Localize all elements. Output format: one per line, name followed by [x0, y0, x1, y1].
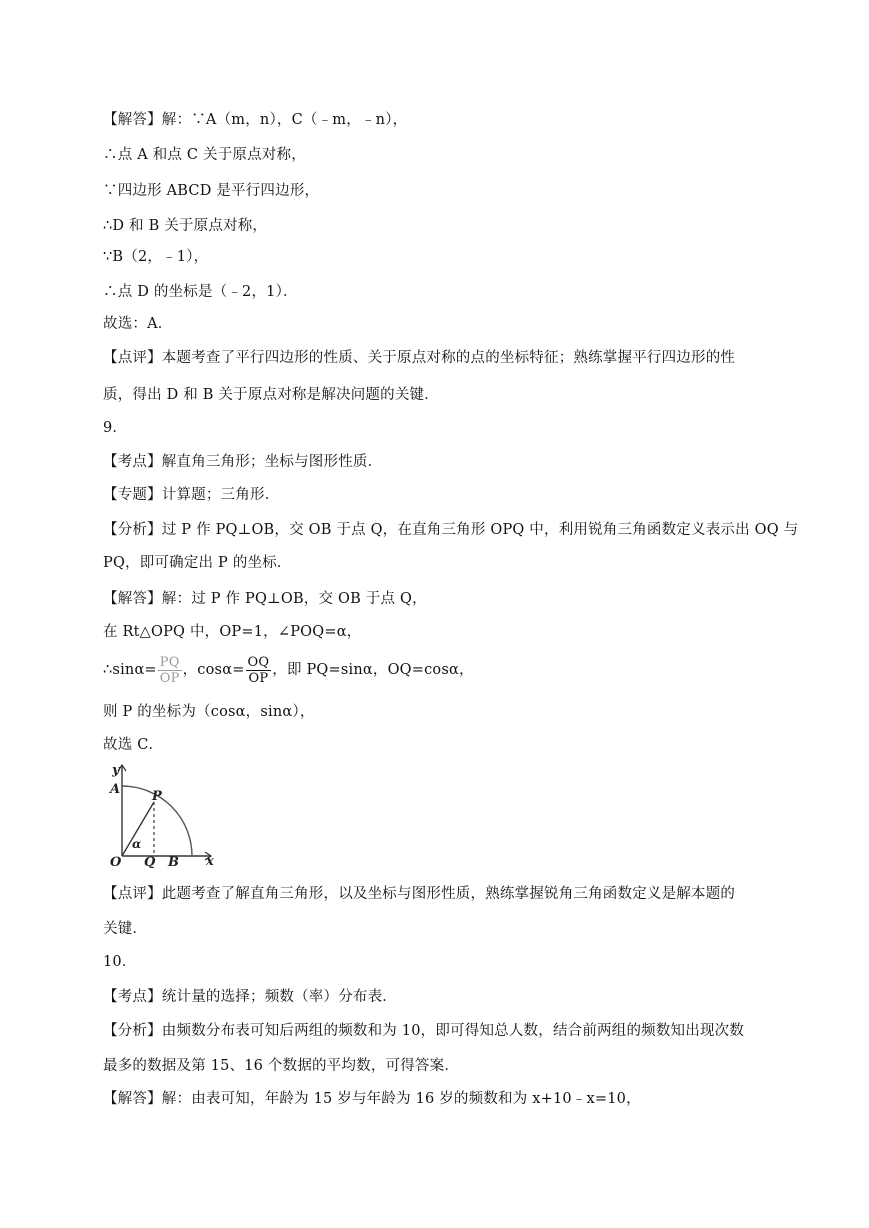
- question-number: 9．: [103, 420, 128, 436]
- text-line: 【考点】解直角三角形；坐标与图形性质．: [103, 454, 383, 470]
- text-line: 【考点】统计量的选择；频数（率）分布表．: [103, 989, 397, 1005]
- text-line: ∴D 和 B 关于原点对称，: [103, 218, 268, 234]
- label-q: Q: [144, 855, 156, 868]
- text-line: ∵四边形 ABCD 是平行四边形，: [103, 183, 320, 199]
- formula-suffix: ，即 PQ=sinα，OQ=cosα，: [272, 662, 474, 678]
- fraction-denominator: OP: [159, 670, 180, 686]
- text-line: ∴点 A 和点 C 关于原点对称，: [103, 147, 306, 163]
- label-o: O: [110, 855, 122, 868]
- coordinate-figure: [100, 760, 225, 868]
- formula-prefix: ∴sinα=: [103, 662, 157, 678]
- text-line: 关键．: [103, 921, 148, 937]
- label-alpha: α: [132, 837, 142, 851]
- label-a: A: [110, 782, 121, 797]
- label-y: y: [112, 763, 120, 778]
- fraction-pq-op: [158, 655, 182, 686]
- text-line: 【解答】解：由表可知，年龄为 15 岁与年龄为 16 岁的频数和为 x+10﹣x=10，: [103, 1091, 641, 1107]
- text-line: 【专题】计算题；三角形．: [103, 487, 280, 503]
- text-line: 【分析】过 P 作 PQ⊥OB，交 OB 于点 Q，在直角三角形 OPQ 中，利用锐角三角函数定义表示出 OQ 与: [103, 522, 799, 538]
- label-b: B: [168, 855, 179, 868]
- text-line: 最多的数据及第 15、16 个数据的平均数，可得答案．: [103, 1058, 460, 1074]
- question-number: 10．: [103, 954, 137, 970]
- text-line: 【点评】本题考查了平行四边形的性质、关于原点对称的点的坐标特征；熟练掌握平行四边形的性: [103, 350, 736, 366]
- text-line: 【分析】由频数分布表可知后两组的频数和为 10，即可得知总人数，结合前两组的频数知出现次数: [103, 1023, 745, 1039]
- text-line: 故选 C．: [103, 737, 164, 753]
- unit-circle-diagram: [100, 760, 225, 868]
- text-line: PQ，即可确定出 P 的坐标．: [103, 555, 292, 571]
- formula-mid: ，cosα=: [182, 662, 245, 678]
- text-line: 在 Rt△OPQ 中，OP=1，∠POQ=α，: [103, 624, 362, 640]
- text-line: 故选：A．: [103, 316, 173, 332]
- text-line: 【解答】解：∵A（m，n），C（﹣m，﹣n），: [103, 112, 408, 128]
- fraction-denominator: OP: [248, 670, 269, 686]
- text-line: ∵B（2，﹣1），: [103, 249, 209, 265]
- fraction-numerator: OQ: [247, 654, 270, 670]
- fraction-numerator: PQ: [159, 654, 180, 670]
- text-line: ∴点 D 的坐标是（﹣2，1）．: [103, 284, 298, 300]
- text-line: 【点评】此题考查了解直角三角形，以及坐标与图形性质，熟练掌握锐角三角函数定义是解本题的: [103, 886, 736, 902]
- fraction-oq-op: [246, 655, 272, 686]
- text-line: 【解答】解：过 P 作 PQ⊥OB，交 OB 于点 Q，: [103, 591, 427, 607]
- text-line: 质，得出 D 和 B 关于原点对称是解决问题的关键．: [103, 387, 439, 403]
- label-x: x: [206, 854, 214, 868]
- text-line: 则 P 的坐标为（cosα，sinα），: [103, 704, 315, 720]
- label-p: P: [152, 789, 162, 804]
- formula-line: [103, 654, 474, 686]
